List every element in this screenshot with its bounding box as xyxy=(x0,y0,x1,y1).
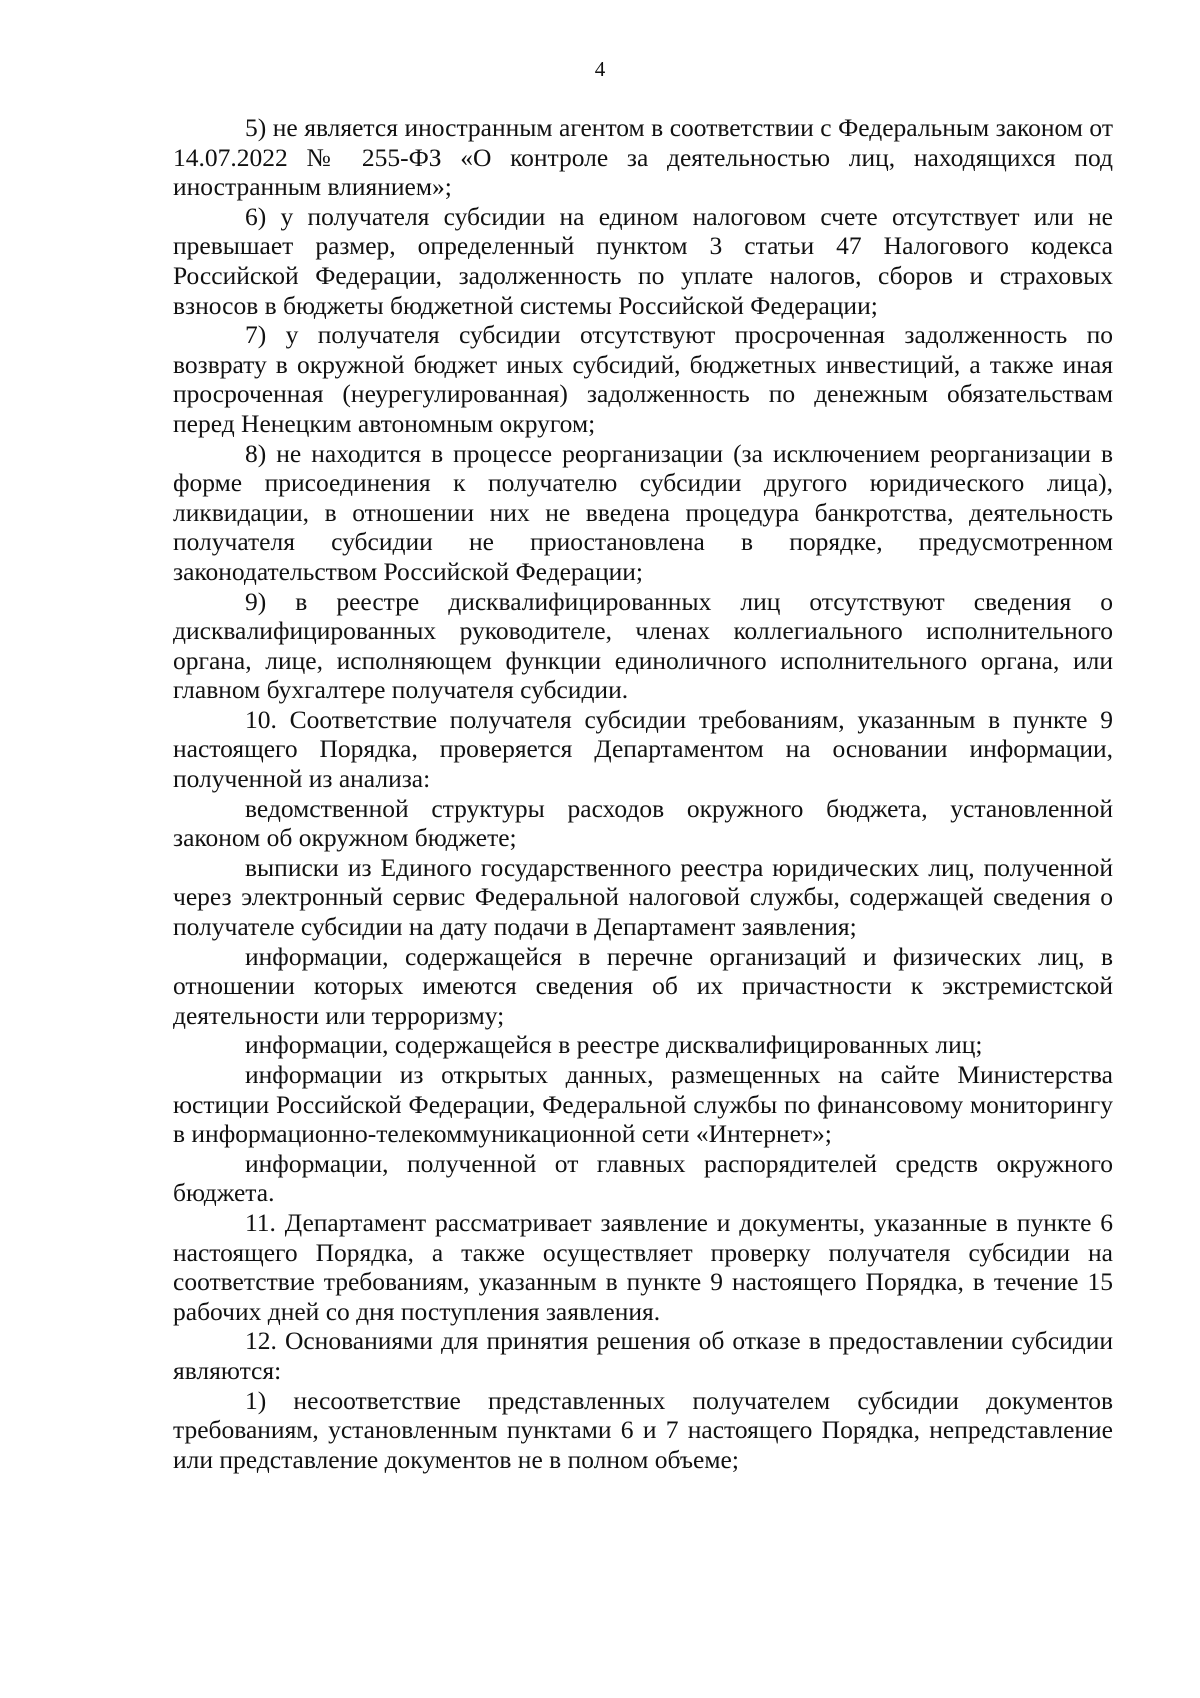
paragraph-source-egrul-extract: выписки из Единого государственного реестра юридических лиц, полученной через электронный сервис Федеральной налоговой службы, содержащей сведения о получателе субсидии на дату подачи в Департамент заявления; xyxy=(173,852,1113,942)
paragraph-source-open-data: информации из открытых данных, размещенных на сайте Министерства юстиции Российской Федерации, Федеральной службы по финансовому мониторингу в информационно-телекоммуникационной сети «Интернет»; xyxy=(173,1060,1113,1149)
paragraph-refusal-ground-1: 1) несоответствие представленных получателем субсидии документов требованиям, установленным пунктами 6 и 7 настоящего Порядка, непредставление или представление документов не в полном объеме; xyxy=(173,1385,1113,1474)
paragraph-source-disqualified-registry: информации, содержащейся в реестре дисквалифицированных лиц; xyxy=(245,1030,983,1060)
paragraph-item-5: 5) не является иностранным агентом в соответствии с Федеральным законом от 14.07.2022 № 255-ФЗ «О контроле за деятельностью лиц, находящихся под иностранным влиянием»; xyxy=(173,113,1113,202)
document-body xyxy=(173,113,1113,1474)
paragraph-point-12: 12. Основаниями для принятия решения об отказе в предоставлении субсидии являются: xyxy=(173,1326,1113,1385)
paragraph-point-11: 11. Департамент рассматривает заявление и документы, указанные в пункте 6 настоящего Порядка, а также осуществляет проверку получателя субсидии на соответствие требованиям, указанным в пункте 9 настоящего Порядка, в течение 15 рабочих дней со дня поступления заявления. xyxy=(173,1207,1113,1326)
paragraph-item-6: 6) у получателя субсидии на едином налоговом счете отсутствует или не превышает размер, определенный пунктом 3 статьи 47 Налогового кодекса Российской Федерации, задолженность по уплате налогов, сборов и страховых взносов в бюджеты бюджетной системы Российской Федерации; xyxy=(173,201,1113,320)
page-number: 4 xyxy=(594,57,606,81)
paragraph-source-extremism-list: информации, содержащейся в перечне организаций и физических лиц, в отношении которых имеются сведения об их причастности к экстремистской деятельности или терроризму; xyxy=(173,941,1113,1030)
paragraph-source-budget-managers: информации, полученной от главных распорядителей средств окружного бюджета. xyxy=(173,1148,1113,1208)
paragraph-point-10: 10. Соответствие получателя субсидии требованиям, указанным в пункте 9 настоящего Порядка, проверяется Департаментом на основании информации, полученной из анализа: xyxy=(173,704,1113,794)
paragraph-item-7: 7) у получателя субсидии отсутствуют просроченная задолженность по возврату в окружной бюджет иных субсидий, бюджетных инвестиций, а также иная просроченная (неурегулированная) задолженность по денежным обязательствам перед Ненецким автономным округом; xyxy=(173,320,1113,438)
paragraph-item-8: 8) не находится в процессе реорганизации (за исключением реорганизации в форме присоединения к получателю субсидии другого юридического лица), ликвидации, в отношении них не введена процедура банкротства, деятельность получателя субсидии не приостановлена в порядке, предусмотренном законодательством Российской Федерации; xyxy=(173,438,1113,586)
paragraph-source-budget-structure: ведомственной структуры расходов окружного бюджета, установленной законом об окружном бюджете; xyxy=(173,793,1113,853)
paragraph-item-9: 9) в реестре дисквалифицированных лиц отсутствуют сведения о дисквалифицированных руководителе, членах коллегиального исполнительного органа, лице, исполняющем функции единоличного исполнительного органа, или главном бухгалтере получателя субсидии. xyxy=(173,586,1113,705)
